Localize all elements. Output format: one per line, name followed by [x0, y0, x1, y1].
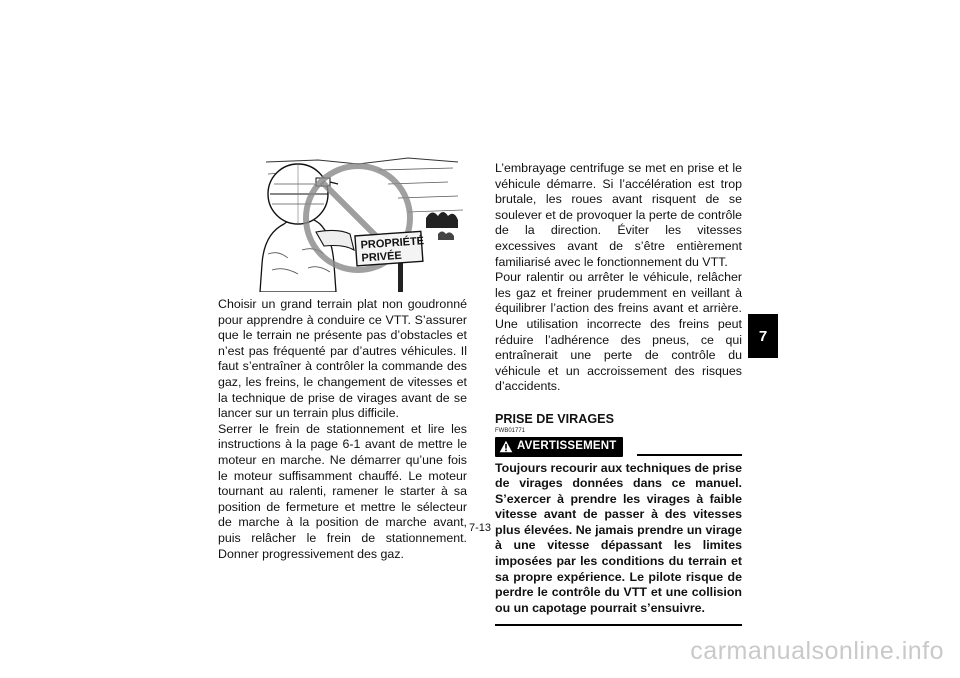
section-title: PRISE DE VIRAGES: [495, 411, 614, 426]
page-number: 7-13: [468, 522, 492, 534]
right-column: [495, 161, 742, 626]
paragraph: L’embrayage centrifuge se met en prise et le véhicule démarre. Si l’accélération est trop brutale, les roues avant risquent de se soulever et de provoquer la perte de contrôle de la direction. Éviter les vitesses excessives avant de s’être entièrement familiarisé avec le fonctionnement du VTT.: [495, 161, 742, 269]
chapter-tab: 7: [748, 314, 778, 358]
warning-label: AVERTISSEMENT: [517, 439, 617, 452]
reference-code: FWB01771: [495, 427, 526, 434]
paragraph: Choisir un grand terrain plat non goudronné pour apprendre à conduire ce VTT. S’assurer que le terrain ne présente pas d’obstacles et n’est pas fréquenté par d’autres véhicules. Il faut s’entraîner à contrôler la commande des gaz, les freins, le changement de vitesses et la technique de prise de virages avant de se lancer sur un terrain plus difficile.: [218, 297, 467, 421]
warning-header: [495, 437, 742, 457]
warning-triangle-icon: [499, 440, 513, 453]
no-private-property-illustration: [258, 154, 468, 292]
rider-illustration: [258, 154, 468, 292]
watermark: carmanualsonline.info: [690, 637, 944, 665]
sign-text-line2: PRIVÉE: [361, 249, 403, 265]
sign-text-line1: PROPRIÉTÉ: [360, 235, 425, 252]
warning-rule: [637, 454, 742, 455]
paragraph: Pour ralentir ou arrêter le véhicule, relâcher les gaz et freiner prudemment en veillant à équilibrer l’action des freins avant et arrière. Une utilisation incorrecte des freins peut réduire l’adhérence des pneus, ce qui entraînerait une perte de contrôle du véhicule et un accroissement des risques d’accidents.: [495, 270, 742, 394]
warning-text: Toujours recourir aux techniques de prise de virages données dans ce manuel. S’exercer à prendre les virages à faible vitesse avant de passer à des vitesses plus élevées. Ne jamais prendre un virage à une vitesse dépassant les limites imposées par les conditions du terrain et sa propre expérience. Le pilote risque de perdre le contrôle du VTT et une collision ou un capotage pourrait s’ensuivre.: [495, 460, 742, 615]
left-column: [218, 297, 467, 562]
warning-badge: [495, 437, 623, 457]
warning-bottom-rule: [495, 624, 742, 626]
paragraph: Serrer le frein de stationnement et lire les instructions à la page 6-1 avant de mettre le moteur en marche. Ne démarrer qu’une fois le moteur suffisamment chauffé. Le moteur tournant au ralenti, ramener le starter à sa position de fermeture et mettre le sélecteur de marche à la position de marche avant, puis relâcher le frein de stationnement. Donner progressivement des gaz.: [218, 421, 467, 561]
